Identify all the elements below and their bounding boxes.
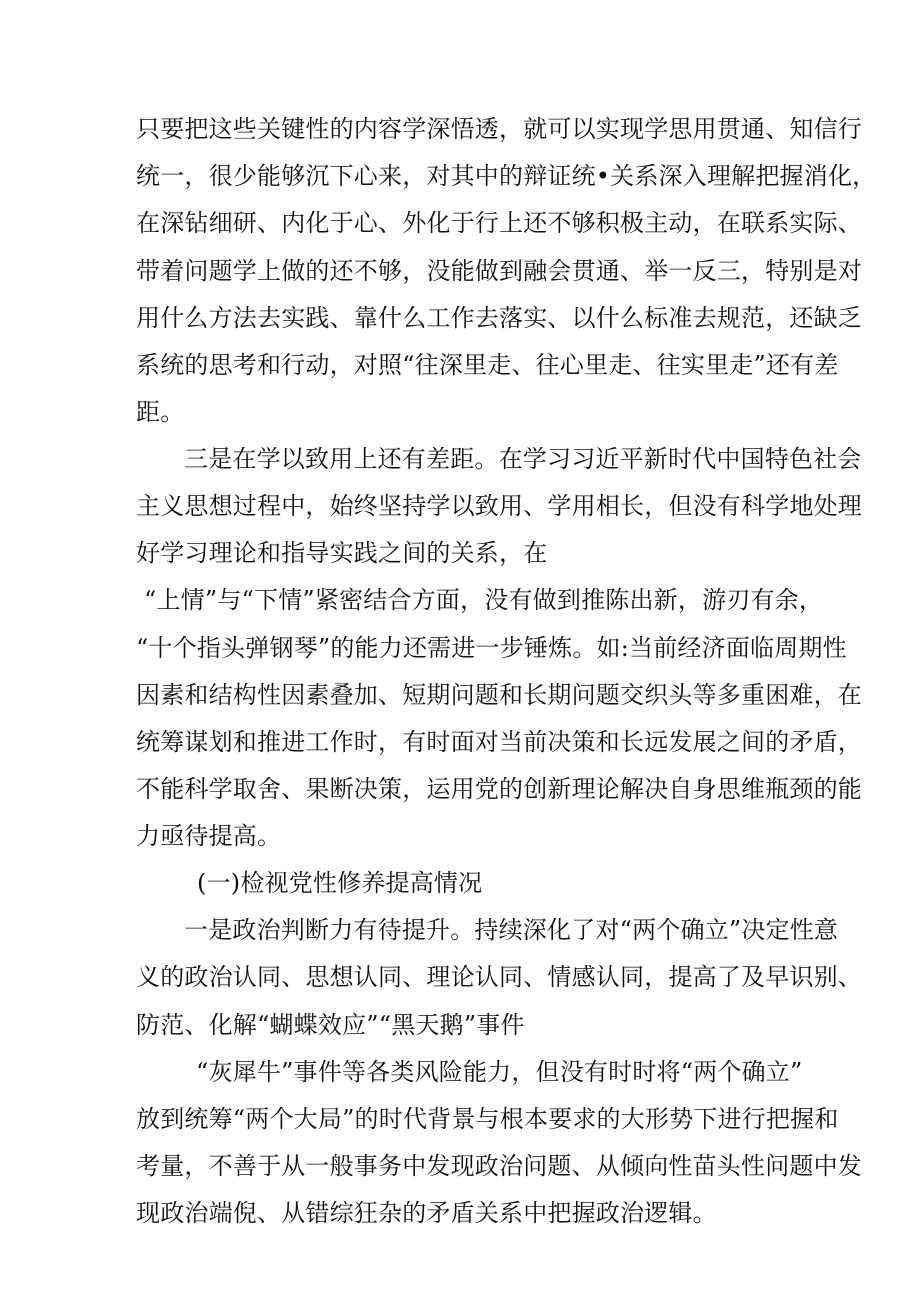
text-line-8: 三是在学以致用上还有差距。在学习习近平新时代中国特色社会 <box>184 445 862 473</box>
section-heading: (一)检视党性修养提高情况 <box>197 869 483 897</box>
text-line-10: 好学习理论和指导实践之间的关系，在 <box>136 539 548 567</box>
text-line-4: 带着问题学上做的还不够，没能做到融会贯通、举一反三，特别是对 <box>136 257 862 285</box>
text-line-6: 系统的思考和行动，对照“往深里走、往心里走、往实里走”还有差 <box>136 351 839 379</box>
text-line-23: 考量，不善于从一般事务中发现政治问题、从倾向性苗头性问题中发 <box>136 1152 862 1180</box>
text-line-11: “上情”与“下情”紧密结合方面，没有做到推陈出新，游刃有余， <box>144 586 824 614</box>
text-line-20: 防范、化解“蝴蝶效应”“黑天鹅”事件 <box>136 1011 525 1039</box>
text-line-19: 义的政治认同、思想认同、理论认同、情感认同，提高了及早识别、 <box>136 963 862 991</box>
text-line-22: 放到统筹“两个大局”的时代背景与根本要求的大形势下进行把握和 <box>136 1105 839 1133</box>
text-line-7: 距。 <box>136 398 185 426</box>
text-line-3: 在深钻细研、内化于心、外化于行上还不够积极主动，在联系实际、 <box>136 209 862 237</box>
text-line-13: 因素和结构性因素叠加、短期问题和长期问题交织头等多重困难，在 <box>136 681 862 709</box>
text-line-9: 主义思想过程中，始终坚持学以致用、学用相长，但没有科学地处理 <box>136 492 862 520</box>
text-line-14: 统筹谋划和推进工作时，有时面对当前决策和长远发展之间的矛盾， <box>136 728 862 756</box>
text-line-21: “灰犀牛”事件等各类风险能力，但没有时时将“两个确立” <box>196 1058 803 1086</box>
text-line-5: 用什么方法去实践、靠什么工作去落实、以什么标准去规范，还缺乏 <box>136 304 862 332</box>
text-line-18: 一是政治判断力有待提升。持续深化了对“两个确立”决定性意 <box>184 916 839 944</box>
text-line-15: 不能科学取舍、果断决策，运用党的创新理论解决自身思维瓶颈的能 <box>136 775 862 803</box>
text-line-2: 统一，很少能够沉下心来，对其中的辩证统•关系深入理解把握消化， <box>136 162 877 190</box>
text-line-12: “十个指头弹钢琴”的能力还需进一步锤炼。如:当前经济面临周期性 <box>136 634 847 662</box>
text-line-1: 只要把这些关键性的内容学深悟透，就可以实现学思用贯通、知信行 <box>136 115 862 143</box>
text-line-24: 现政治端倪、从错综狂杂的矛盾关系中把握政治逻辑。 <box>136 1199 717 1227</box>
text-line-16: 力亟待提高。 <box>136 822 282 850</box>
